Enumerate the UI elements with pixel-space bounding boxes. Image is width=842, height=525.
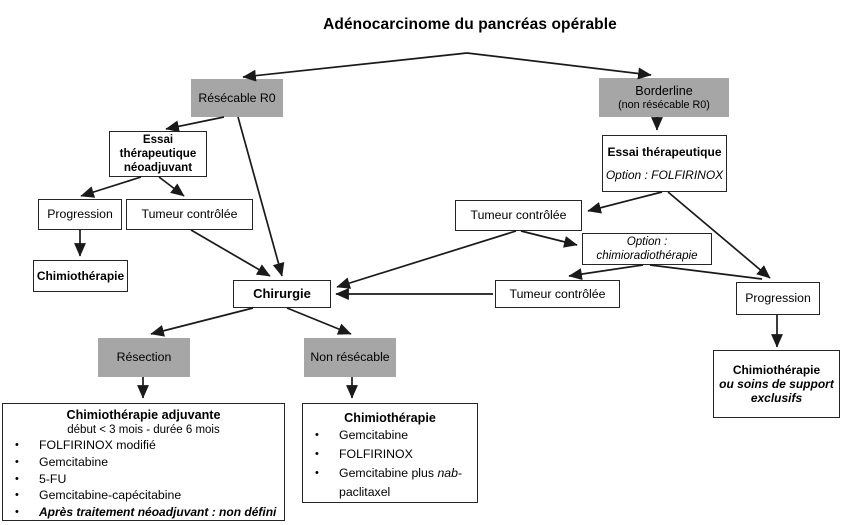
node-label: Résécable R0 bbox=[198, 90, 276, 105]
node-chimiotherapie-non-resecable bbox=[302, 403, 478, 503]
list-title: Chimiothérapie adjuvante bbox=[66, 408, 221, 422]
bullet-icon: • bbox=[15, 455, 19, 468]
arrow-tumeur1-to-chirurgie bbox=[337, 231, 516, 287]
node-non-resecable bbox=[304, 338, 396, 377]
arrow-chirurgie-to-resection bbox=[151, 308, 253, 334]
node-label: Essai thérapeutique néoadjuvant bbox=[119, 132, 197, 175]
node-label: Tumeur contrôlée bbox=[509, 286, 606, 301]
node-tumeur-controlee-left bbox=[126, 199, 253, 230]
node-tumeur-controlee-right-1 bbox=[455, 200, 582, 231]
node-label: Chimiothérapie bbox=[36, 268, 125, 283]
arrow-essai-to-tumeur bbox=[159, 177, 184, 196]
bullet-icon: • bbox=[15, 489, 19, 502]
arrow-chirurgie-to-nonresecable bbox=[287, 308, 351, 334]
bullet-icon: • bbox=[15, 506, 19, 519]
node-label: Essai thérapeutique bbox=[607, 145, 722, 160]
arrow-option-to-progression bbox=[650, 265, 762, 279]
list-title: Chimiothérapie bbox=[344, 411, 436, 425]
bullet-icon: • bbox=[315, 448, 319, 460]
list-item: • 5-FU bbox=[9, 471, 278, 488]
bullet-icon: • bbox=[315, 429, 319, 441]
node-sublabel: (non résécable R0) bbox=[618, 98, 710, 111]
page-title: Adénocarcinome du pancréas opérable bbox=[323, 16, 617, 33]
bullet-icon: • bbox=[15, 472, 19, 485]
node-borderline bbox=[599, 78, 729, 117]
node-label: Progression bbox=[47, 207, 113, 222]
arrow-option-to-tumeur2 bbox=[569, 265, 643, 276]
list-item-emphasis: • Après traitement néoadjuvant : non défini bbox=[9, 504, 278, 521]
node-progression-right bbox=[736, 282, 820, 315]
list-item: • Gemcitabine-capécitabine bbox=[9, 487, 278, 504]
bullet-icon: • bbox=[315, 467, 319, 479]
arrow-resecable-to-essai bbox=[166, 117, 224, 129]
node-chimiotherapie-soins-support bbox=[713, 350, 840, 418]
node-progression-left bbox=[38, 199, 122, 230]
node-resecable-r0 bbox=[191, 79, 283, 117]
node-chimiotherapie-left bbox=[33, 260, 128, 292]
node-label-line2: chimioradiothérapie bbox=[596, 249, 698, 262]
arrow-essaifol-to-tumeur1 bbox=[588, 192, 662, 211]
list-subtitle: début < 3 mois - durée 6 mois bbox=[67, 424, 220, 436]
arrow-tumeur-to-chirurgie bbox=[191, 230, 270, 276]
node-resection bbox=[98, 338, 190, 377]
node-label: Borderline bbox=[635, 83, 693, 98]
node-label: Tumeur contrôlée bbox=[141, 207, 238, 222]
list-item: • Gemcitabine bbox=[309, 426, 471, 445]
arrow-title-to-resecable bbox=[243, 53, 467, 77]
node-label: Résection bbox=[116, 350, 172, 365]
list-item: • FOLFIRINOX modifié bbox=[9, 437, 278, 454]
node-label-line1: Option : bbox=[626, 235, 668, 249]
node-option-label: Option : FOLFIRINOX bbox=[605, 167, 724, 182]
node-sublabel: ou soins de support exclusifs bbox=[719, 376, 834, 406]
node-chimiotherapie-adjuvante bbox=[2, 403, 285, 521]
node-chirurgie bbox=[233, 280, 331, 308]
node-label: Chimiothérapie bbox=[732, 362, 821, 377]
list-item: • Gemcitabine bbox=[9, 454, 278, 471]
node-tumeur-controlee-right-2 bbox=[495, 280, 620, 308]
list-item-nab-paclitaxel: • Gemcitabine plus nab-paclitaxel bbox=[309, 464, 471, 502]
arrow-essai-to-progression bbox=[81, 177, 141, 196]
node-option-chimioradiotherapie bbox=[582, 233, 712, 265]
bullet-icon: • bbox=[15, 439, 19, 451]
node-essai-therapeutique-neoadjuvant bbox=[109, 131, 207, 177]
arrow-tumeur1-to-option bbox=[521, 231, 577, 245]
arrow-resecable-to-chirurgie bbox=[238, 117, 282, 276]
node-label: Progression bbox=[745, 291, 811, 306]
node-label: Tumeur contrôlée bbox=[470, 208, 567, 223]
node-label: Non résécable bbox=[310, 350, 390, 365]
node-essai-therapeutique-folfirinox bbox=[602, 135, 727, 192]
node-label: Chirurgie bbox=[253, 286, 311, 302]
list-item: • FOLFIRINOX bbox=[309, 445, 471, 464]
arrow-title-to-borderline bbox=[467, 53, 651, 75]
